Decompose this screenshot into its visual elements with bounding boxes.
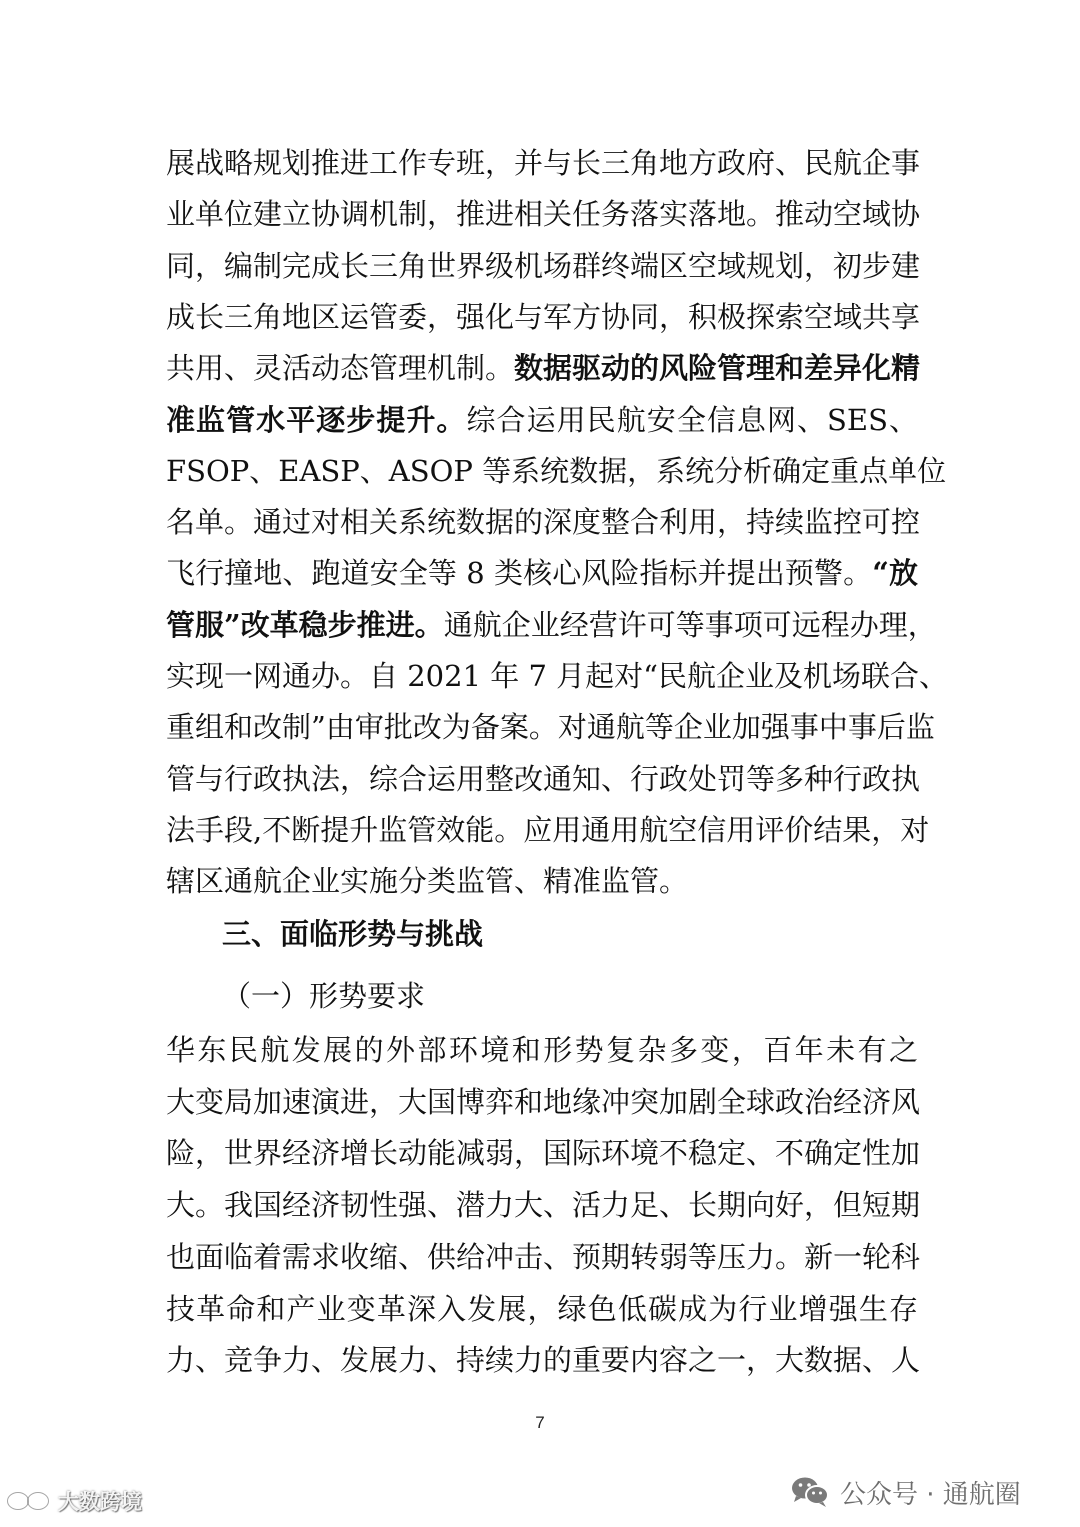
body-text: 实现一网通办。自 2021 年 7 月起对“民航企业及机场联合、 xyxy=(166,659,948,693)
text-line xyxy=(166,502,921,542)
text-line xyxy=(166,759,921,799)
body-text: 飞行撞地、跑道安全等 8 类核心风险指标并提出预警。 xyxy=(166,556,873,591)
body-text: 展战略规划推进工作专班，并与长三角地方政府、民航企事 xyxy=(166,146,921,180)
watermark-left-text: 大数跨境 xyxy=(58,1490,142,1514)
body-text: 大变局加速演进，大国博弈和地缘冲突加剧全球政治经济风 xyxy=(166,1084,921,1119)
body-text: 名单。通过对相关系统数据的深度整合利用，持续监控可控 xyxy=(166,505,921,540)
text-line xyxy=(166,297,921,337)
text-line xyxy=(166,143,921,183)
bold-text: 管服”改革稳步推进。 xyxy=(166,607,444,642)
text-line xyxy=(166,605,937,645)
text-line xyxy=(166,1289,918,1329)
bold-text: 数据驱动的风险管理和差异化精 xyxy=(514,351,921,386)
body-text: 辖区通航企业实施分类监管、精准监管。 xyxy=(166,864,689,899)
body-text: 管与行政执法，综合运用整改通知、行政处罚等多种行政执 xyxy=(166,761,921,796)
text-line xyxy=(166,348,921,388)
text-line xyxy=(166,1133,921,1173)
text-line xyxy=(166,246,921,286)
text-line xyxy=(166,1030,918,1070)
wechat-icon xyxy=(790,1475,830,1509)
text-line xyxy=(166,1185,921,1225)
body-text: 共用、灵活动态管理机制。 xyxy=(166,351,515,386)
text-line xyxy=(166,1082,921,1122)
body-text: 同，编制完成长三角世界级机场群终端区空域规划，初步建 xyxy=(166,248,921,283)
body-text: FSOP、EASP、ASOP 等系统数据，系统分析确定重点单位 xyxy=(166,453,947,488)
body-text: 技革命和产业变革深入发展，绿色低碳成为行业增强生存 xyxy=(166,1291,918,1326)
text-line xyxy=(166,861,918,901)
body-text: 业单位建立协调机制，推进相关任务落实落地。推动空域协 xyxy=(166,197,921,232)
body-text: 成长三角地区运管委，强化与军方协同，积极探索空域共享 xyxy=(166,299,921,334)
body-text: 重组和改制”由审批改为备案。对通航等企业加强事中事后监 xyxy=(166,710,935,745)
body-text: 通航企业经营许可等事项可远程办理， xyxy=(443,607,937,642)
body-text: 也面临着需求收缩、供给冲击、预期转弱等压力。新一轮科 xyxy=(166,1239,921,1274)
text-line xyxy=(166,810,930,850)
body-text: 力、竞争力、发展力、持续力的重要内容之一，大数据、人 xyxy=(166,1343,921,1378)
text-line xyxy=(166,400,918,440)
link-logo-icon xyxy=(6,1490,52,1512)
body-text: 综合运用民航安全信息网、SES、 xyxy=(466,402,918,437)
text-line xyxy=(166,553,918,593)
page-number: 7 xyxy=(535,1413,545,1432)
watermark-right xyxy=(790,1472,1021,1512)
text-line xyxy=(166,707,935,747)
body-text: 险，世界经济增长动能减弱，国际环境不稳定、不确定性加 xyxy=(166,1136,921,1171)
watermark-right-text: 公众号 · 通航圈 xyxy=(840,1479,1021,1510)
body-text: 华东民航发展的外部环境和形势复杂多变，百年未有之 xyxy=(166,1033,918,1067)
section-heading: 三、面临形势与挑战 xyxy=(222,917,484,951)
text-line xyxy=(166,451,947,491)
text-line xyxy=(166,194,921,234)
text-line xyxy=(166,1340,921,1380)
subsection-heading: （一）形势要求 xyxy=(222,979,426,1013)
text-line xyxy=(166,656,948,696)
body-text: 法手段,不断提升监管效能。应用通用航空信用评价结果，对 xyxy=(166,812,930,847)
body-text: 大。我国经济韧性强、潜力大、活力足、长期向好，但短期 xyxy=(166,1188,921,1223)
bold-text: 准监管水平逐步提升。 xyxy=(166,402,467,437)
bold-text: “放 xyxy=(872,556,918,591)
watermark-left xyxy=(6,1486,142,1516)
text-line xyxy=(166,1237,921,1277)
